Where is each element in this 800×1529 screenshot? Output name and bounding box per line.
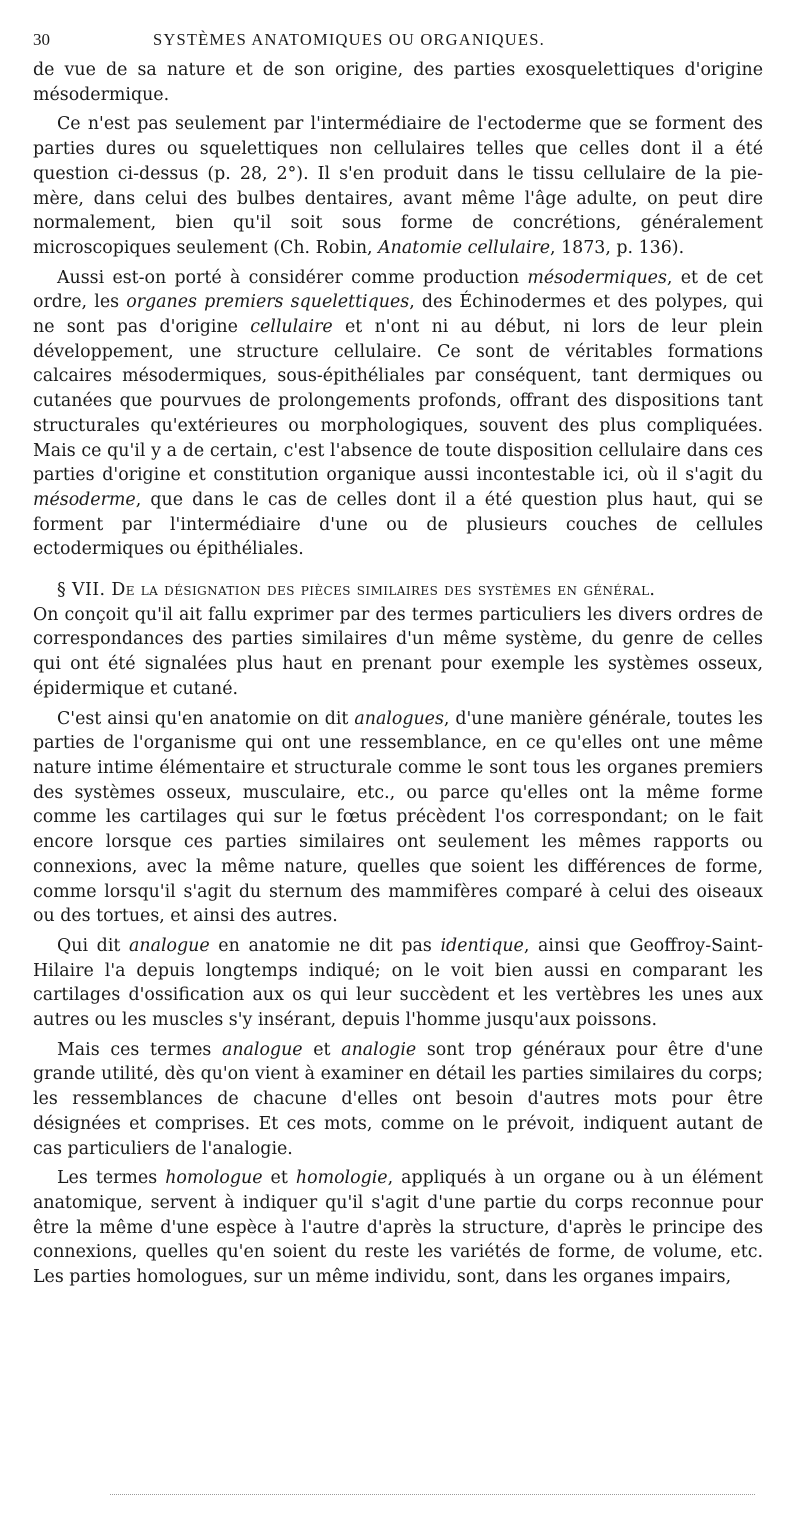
paragraph-text: et n'ont ni au début, ni lors de leur plein développement, une structure cellulaire. Ce sont de véritables formations calcaires mésodermiques, sous-épithéliales par conséquent, tant dermiques ou cutanées que pourvues de prolongements profonds, offrant des dispositions tant structurales qu'extérieures ou morphologiques, souvent des plus compliquées. Mais ce qu'il y a de certain, c'est l'absence de toute disposition cellulaire dans ces parties d'origine et constitution organique aussi incontestable ici, où il s'agit du [33,317,763,486]
paragraph-homologue [33,1166,763,1290]
italic-term: mésodermiques [527,267,667,288]
paragraph-text: Aussi est-on porté à considérer comme production [57,267,528,288]
paragraph-ectoderm [33,112,763,260]
paragraph-text: de vue de sa nature et de son origine, des parties exosquelettiques d'origine mésodermique. [33,60,763,105]
paragraph-text: C'est ainsi qu'en anatomie on dit [57,708,355,729]
paragraph-text: , et de cet ordre, les [33,267,763,313]
paragraph-analogie [33,1038,763,1162]
paragraph-text: Mais ces termes [57,1039,222,1060]
paragraph-text: Ce n'est pas seulement par l'intermédiaire de l'ectoderme que se forment des parties dures ou squelettiques non cellulaires telles que celles dont il a été question ci-dessus (p. 28, 2°). Il s'en produit dans le tissu cellulaire de la pie-mère, dans celui des bulbes dentaires, avant même l'âge adulte, on peut dire normalement, bien qu'il soit sous forme de concrétions, généralement microscopiques seulement (Ch. Robin, [33,114,763,258]
book-page [33,30,763,1290]
paragraph-text: et [302,1039,342,1060]
paragraph-designation [33,603,763,702]
italic-term: identique [440,935,524,956]
italic-term: analogues [354,708,444,729]
paragraph-text: , 1873, p. 136). [550,237,685,258]
italic-reference: Anatomie cellulaire [378,237,551,258]
paragraph-text: Qui dit [57,935,130,956]
italic-term: analogie [341,1039,417,1060]
italic-term: organes premiers squelettiques [126,292,410,313]
running-title: SYSTÈMES ANATOMIQUES OU ORGANIQUES. [153,30,545,49]
paragraph-mesoderm [33,266,763,562]
paragraph-text: et [262,1168,296,1189]
paragraph-text: en anatomie ne dit pas [209,935,441,956]
paragraph-text: , que dans le cas de celles dont il a été question plus haut, qui se forment par l'intermédiaire d'une ou de plusieurs couches de cellules ectodermiques ou épithéliales. [33,489,763,560]
paragraph-text: , ainsi que Geoffroy-Saint-Hilaire l'a depuis longtemps indiqué; on le voit bien aussi en comparant les cartilages d'ossification aux os qui leur succèdent et les vertèbres les unes aux autres ou les muscles s'y insérant, depuis l'homme jusqu'aux poissons. [33,935,763,1031]
italic-term: cellulaire [250,317,333,338]
italic-term: analogue [129,935,210,956]
running-head [33,30,763,58]
paragraph-text: , des Échinodermes et des polypes, qui ne sont pas d'origine [33,292,764,338]
paragraph-text: , appliqués à un organe ou à un élément anatomique, servent à indiquer qu'il s'agit d'une partie du corps reconnue pour être la même d'une espèce à l'autre d'après la structure, d'après le principe des connexions, quelles qu'en soient du reste les variétés de forme, de volume, etc. Les parties homologues, sur un même individu, sont, dans les organes impairs, [33,1168,763,1288]
paragraph-identique [33,934,763,1033]
italic-term: homologue [165,1168,263,1189]
section-heading: § VII. De la désignation des pièces similaires des systèmes en général. [57,580,656,601]
italic-term: homologie [295,1168,388,1189]
paragraph-text: sont trop généraux pour être d'une grande utilité, dès qu'on vient à examiner en détail les parties similaires du corps; les ressemblances de chacune d'elles ont besoin d'autres mots pour être désignées et comprises. Et ces mots, comme on le prévoit, indiquent autant de cas particuliers de l'analogie. [33,1039,763,1159]
footer-rule [110,1494,755,1495]
italic-term: analogue [221,1039,303,1060]
paragraph-continuation [33,58,763,107]
paragraph-text: On conçoit qu'il ait fallu exprimer par des termes particuliers les divers ordres de correspondances des parties similaires d'un même système, du genre de celles qui ont été signalées plus haut en prenant pour exemple les systèmes osseux, épidermique et cutané. [33,604,763,699]
paragraph-text: Les termes [57,1168,166,1189]
paragraph-text: , d'une manière générale, toutes les parties de l'organisme qui ont une ressemblance, en ce qu'elles ont une même nature intime élémentaire et structurale comme le sont tous les organes premiers des systèmes osseux, musculaire, etc., ou parce qu'elles ont la même forme comme les cartilages qui sur le fœtus précèdent l'os correspondant; on le fait encore lorsque ces parties similaires ont seulement les mêmes rapports ou connexions, avec la même nature, quelles que soient les différences de forme, comme lorsqu'il s'agit du sternum des mammifères comparé à celui des oiseaux ou des tortues, et ainsi des autres. [33,708,763,927]
paragraph-analogues [33,707,763,929]
italic-term: mésoderme [33,489,136,510]
page-number: 30 [33,30,50,49]
